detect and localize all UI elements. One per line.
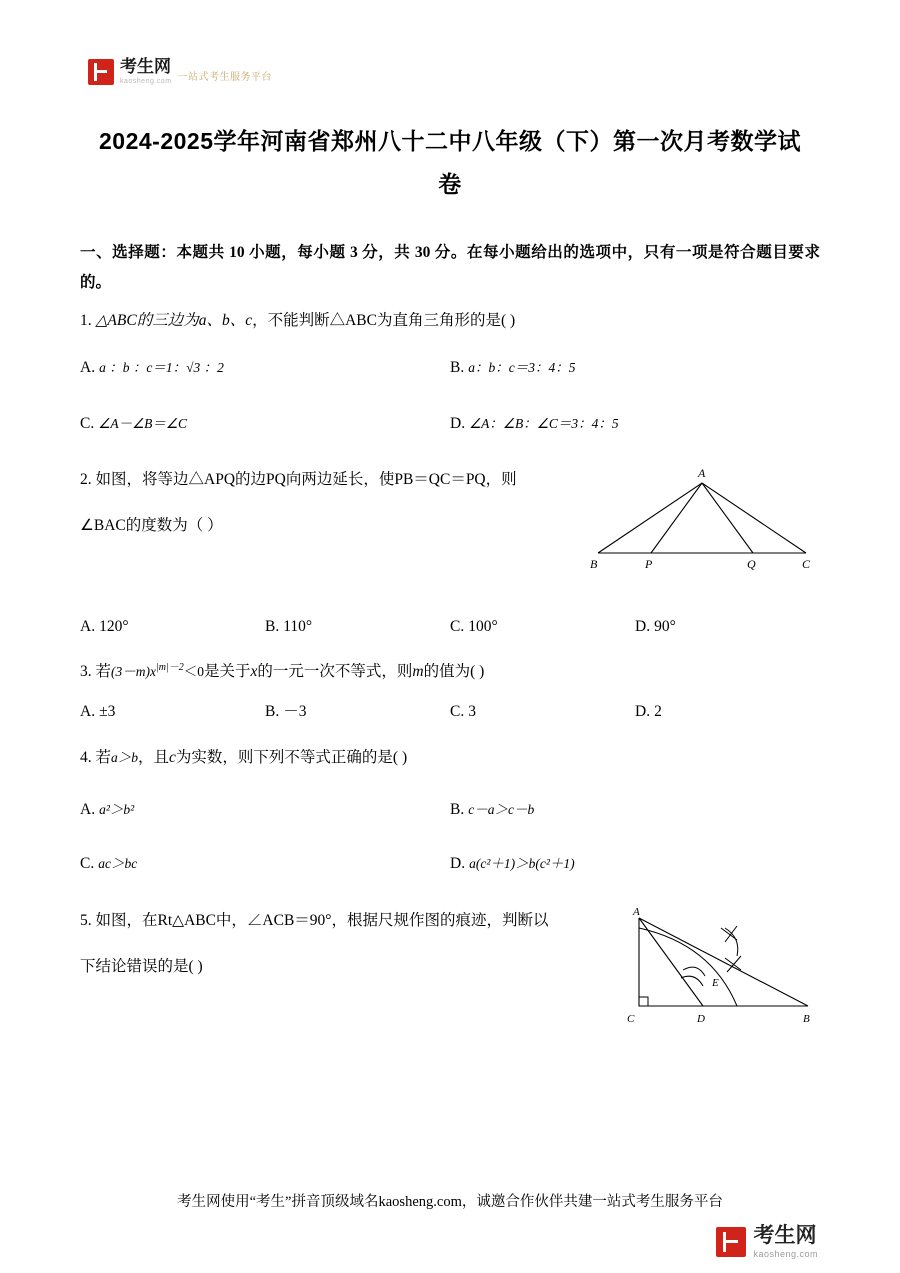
question-1-option-b-text: a：b：c＝3：4：5	[468, 359, 576, 375]
question-2-text	[80, 465, 578, 541]
question-3	[80, 657, 820, 727]
question-2-option-a-text: 120°	[99, 618, 129, 636]
question-4-option-b-label: B.	[450, 801, 465, 819]
question-2-option-d[interactable]	[635, 612, 820, 642]
question-3-number: 3.	[80, 662, 92, 680]
section-heading: 一、选择题：	[80, 244, 177, 261]
question-3-stem	[80, 657, 820, 687]
footer-logo-domain: kaosheng.com	[753, 1249, 818, 1259]
question-4-option-c-text: ac＞bc	[98, 856, 138, 872]
triangle-figure-q2	[590, 465, 820, 575]
question-4-number: 4.	[80, 748, 92, 766]
svg-text:E: E	[712, 976, 719, 989]
question-2-option-a[interactable]	[80, 612, 265, 642]
question-1-options-row2	[80, 409, 820, 439]
question-1-option-d[interactable]	[450, 409, 820, 439]
question-1-stem	[80, 306, 820, 336]
question-1-option-a[interactable]	[80, 353, 450, 383]
question-4	[80, 743, 820, 880]
question-3-option-c[interactable]	[450, 697, 635, 727]
question-3-stem-a: 若	[95, 662, 112, 680]
question-4-stem-a: 若	[95, 748, 112, 766]
question-3-stem-f: 的一元一次不等式，则	[257, 662, 413, 680]
question-3-option-d[interactable]	[635, 697, 820, 727]
question-4-option-c-label: C.	[80, 855, 95, 873]
question-2-stem-line1: 如图，将等边△APQ的边PQ向两边延长，使PB＝QC＝PQ，则	[95, 471, 517, 489]
question-3-stem-d: 是关于	[203, 662, 251, 680]
logo-text-block	[120, 58, 172, 85]
question-3-option-c-label: C.	[450, 702, 465, 720]
question-4-stem-c: ，且	[138, 748, 170, 766]
question-2	[80, 465, 820, 586]
footer-logo-mark-icon	[716, 1227, 746, 1257]
logo-name: 考生网	[120, 57, 171, 76]
question-1-option-a-text: a ：b ：c＝1：√3 ：2	[99, 359, 224, 375]
question-2-option-b-text: 110°	[283, 618, 313, 636]
question-2-number: 2.	[80, 471, 92, 489]
svg-text:A: A	[698, 466, 706, 481]
question-1-option-d-label: D.	[450, 414, 466, 432]
question-3-option-b[interactable]	[265, 697, 450, 727]
question-4-option-d-text: a(c²＋1)＞b(c²＋1)	[469, 856, 575, 872]
question-5-line1	[80, 906, 613, 936]
question-4-options-row2	[80, 849, 820, 879]
question-1-stem-post: ，不能判断△ABC为直角三角形的是	[252, 312, 501, 330]
question-1-option-d-text: ∠A：∠B：∠C＝3：4：5	[469, 415, 619, 431]
logo-slogan: 一站式考生服务平台	[177, 72, 273, 83]
section-heading-paragraph	[80, 238, 820, 298]
question-1-option-b-label: B.	[450, 358, 465, 376]
question-3-option-a[interactable]	[80, 697, 265, 727]
question-3-stem-h: 的值为( )	[423, 662, 485, 680]
question-2-option-d-label: D.	[635, 618, 651, 636]
question-3-option-a-label: A.	[80, 702, 96, 720]
svg-text:B: B	[590, 557, 598, 572]
question-2-option-d-text: 90°	[654, 618, 676, 636]
question-4-option-a[interactable]	[80, 795, 450, 825]
question-5-number: 5.	[80, 911, 92, 929]
svg-text:Q: Q	[747, 557, 756, 572]
question-2-option-a-label: A.	[80, 618, 96, 636]
question-4-stem-b: a＞b	[111, 749, 139, 765]
question-1-stem-vars: a、b、c	[198, 312, 253, 330]
question-1-option-b[interactable]	[450, 353, 820, 383]
question-4-option-a-label: A.	[80, 801, 96, 819]
svg-text:B: B	[803, 1012, 810, 1025]
question-5-text	[80, 906, 613, 982]
svg-text:A: A	[633, 905, 640, 918]
question-3-stem-exp: |m|－2	[156, 661, 184, 673]
svg-text:C: C	[627, 1012, 635, 1025]
question-3-option-c-text: 3	[468, 702, 476, 720]
footer-note: 考生网使用“考生”拼音顶级域名kaosheng.com，诚邀合作伙伴共建一站式考生服务平台	[177, 1194, 723, 1210]
question-1	[80, 306, 820, 439]
footer-logo-text	[753, 1225, 818, 1259]
question-1-option-a-label: A.	[80, 358, 96, 376]
svg-text:D: D	[697, 1012, 705, 1025]
question-1-option-c-label: C.	[80, 414, 95, 432]
section-heading-text: 本题共 10 小题，每小题 3 分，共 30 分。在每小题给出的选项中，只有一项是符合题目要求的。	[80, 244, 820, 292]
question-2-option-c-text: 100°	[468, 618, 498, 636]
site-logo	[88, 58, 272, 85]
logo-domain: kaosheng.com	[120, 78, 172, 85]
footer-logo	[716, 1225, 818, 1259]
question-5-stem-line1: 如图，在Rt△ABC中，∠ACB＝90°，根据尺规作图的痕迹，判断以	[95, 911, 549, 929]
right-triangle-figure-q5	[625, 906, 820, 1026]
question-5-figure	[625, 906, 820, 1037]
question-1-stem-tail: ( )	[500, 312, 516, 330]
logo-mark-icon	[88, 59, 114, 85]
svg-text:C: C	[802, 557, 811, 572]
question-4-option-d[interactable]	[450, 849, 820, 879]
question-3-option-b-text: －3	[283, 702, 307, 720]
question-1-option-c-text: ∠A－∠B＝∠C	[98, 415, 188, 431]
question-3-options	[80, 697, 820, 727]
question-4-option-d-label: D.	[450, 855, 466, 873]
question-5-stem-line2: 下结论错误的是( )	[80, 957, 203, 975]
page-title	[80, 120, 820, 205]
question-4-option-a-text: a²＞b²	[99, 802, 135, 818]
question-1-stem-pre: △ABC的三边为	[95, 312, 199, 330]
question-2-options	[80, 612, 820, 642]
question-2-option-b-label: B.	[265, 618, 280, 636]
question-4-stem-e: 为实数，则下列不等式正确的是( )	[175, 748, 408, 766]
question-4-stem	[80, 743, 820, 773]
document-body	[80, 238, 820, 1037]
page-title-line1: 2024-2025学年河南省郑州八十二中八年级（下）第一次月考数学试	[99, 128, 801, 154]
question-5	[80, 906, 820, 1037]
question-4-option-c[interactable]	[80, 849, 450, 879]
question-4-option-b-text: c－a＞c－b	[468, 802, 535, 818]
question-1-number: 1.	[80, 312, 92, 330]
question-2-option-c[interactable]	[450, 612, 635, 642]
question-3-option-d-label: D.	[635, 702, 651, 720]
question-2-stem-line2: ∠BAC的度数为（ ）	[80, 517, 223, 535]
question-3-stem-c: ＜0	[183, 663, 204, 679]
question-3-stem-b: (3－m)x	[111, 663, 156, 679]
question-4-stem-d: c	[169, 748, 176, 766]
question-4-option-b[interactable]	[450, 795, 820, 825]
question-3-stem-g: m	[412, 662, 424, 680]
question-4-options-row1	[80, 795, 820, 825]
question-2-option-b[interactable]	[265, 612, 450, 642]
question-3-option-d-text: 2	[654, 702, 662, 720]
question-2-figure	[590, 465, 820, 586]
svg-text:P: P	[645, 557, 653, 572]
footer-logo-name: 考生网	[753, 1224, 817, 1247]
page-title-line2: 卷	[438, 170, 462, 197]
question-3-stem-e: x	[250, 662, 258, 680]
question-1-options-row1	[80, 353, 820, 383]
question-3-option-a-text: ±3	[99, 702, 116, 720]
question-2-line1	[80, 465, 578, 495]
question-3-option-b-label: B.	[265, 702, 280, 720]
question-1-option-c[interactable]	[80, 409, 450, 439]
question-2-option-c-label: C.	[450, 618, 465, 636]
